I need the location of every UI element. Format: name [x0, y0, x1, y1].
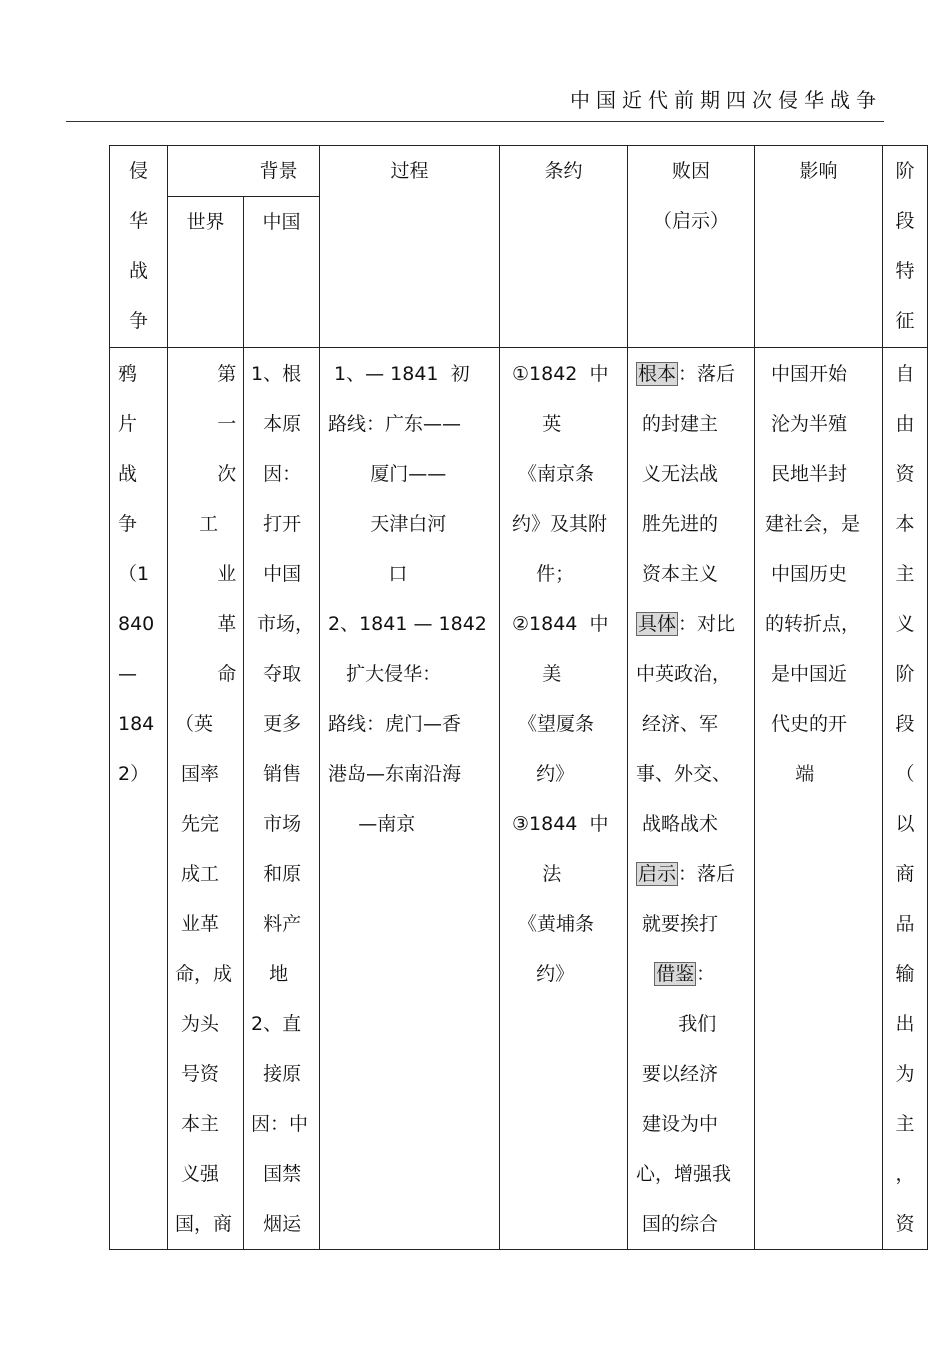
- defeat-line: ：落后: [678, 363, 736, 385]
- header-stage-cell: [883, 146, 928, 348]
- header-world: 世界: [186, 211, 225, 233]
- defeat-line: 义无法战: [636, 463, 719, 485]
- row-war: 鸦 片 战 争 （1 840 — 184 2）: [118, 363, 155, 785]
- defeat-line: 胜先进的: [636, 513, 719, 535]
- defeat-line: 就要挨打: [636, 913, 719, 935]
- row-world: 第 一 次 工 业 革 命 （英 国率 先完 成工 业革 命，成 为头 号资 本主 义强 国，商: [175, 363, 237, 1235]
- header-treaty-cell: [500, 146, 628, 348]
- defeat-line: ：落后: [678, 863, 736, 885]
- defeat-line: 建设为中: [636, 1113, 719, 1135]
- page-title: 中国近代前期四次侵华战争: [570, 88, 882, 112]
- header-influence-cell: [755, 146, 883, 348]
- defeat-line: 中英政治，: [636, 663, 732, 685]
- defeat-line: 战略战术: [636, 813, 719, 835]
- defeat-tag-reference: 借鉴: [656, 963, 695, 985]
- row-influence: 中国开始 沦为半殖 民地半封 建社会，是 中国历史 的转折点， 是中国近 代史的开 端: [765, 363, 861, 785]
- defeat-line: 我们: [636, 1013, 717, 1035]
- header-defeat-cell: [628, 146, 755, 348]
- row-treaty: ①1842 中 英 《南京条 约》及其附 件； ②1844 中 美 《望厦条 约》 ③1844 中 法 《黄埔条 约》: [512, 363, 609, 985]
- defeat-line: 的封建主: [636, 413, 719, 435]
- row-china-cell: [244, 348, 320, 1250]
- row-china: 1、根 本原 因： 打开 中国 市场， 夺取 更多 销售 市场 和原 料产 地 2、直 接原 因：中 国禁 烟运: [251, 363, 315, 1235]
- row-treaty-cell: [500, 348, 628, 1250]
- header-war: 侵 华 战 争: [128, 160, 148, 332]
- row-stage-cell: [883, 348, 928, 1250]
- header-defeat-line2: （启示）: [652, 210, 729, 232]
- row-defeat: [628, 348, 754, 1249]
- header-influence: 影响: [799, 160, 838, 182]
- defeat-line: ：对比: [678, 613, 736, 635]
- defeat-line: 事、外交、: [636, 763, 732, 785]
- row-process: 1、— 1841 初 路线：广东—— 厦门—— 天津白河 口 2、1841 — 1842 扩大侵华： 路线：虎门—香 港岛—东南沿海 —南京: [328, 363, 487, 835]
- header-treaty: 条约: [544, 160, 583, 182]
- defeat-line: 国的综合: [636, 1213, 719, 1235]
- header-world-cell: [168, 197, 244, 348]
- defeat-line: 资本主义: [636, 563, 719, 585]
- header-process-cell: [320, 146, 500, 348]
- row-world-cell: [168, 348, 244, 1250]
- header-divider: [66, 121, 884, 122]
- row-influence-cell: [755, 348, 883, 1250]
- defeat-line: 要以经济: [636, 1063, 719, 1085]
- defeat-tag-lesson: 启示: [638, 863, 677, 885]
- defeat-line: 经济、军: [636, 713, 719, 735]
- row-war-cell: [110, 348, 168, 1250]
- header-war-cell: [110, 146, 168, 348]
- defeat-line: 心，增强我: [636, 1163, 732, 1185]
- header-defeat-line1: 败因: [671, 160, 710, 182]
- defeat-line: ：: [696, 963, 716, 985]
- header-china: 中国: [262, 211, 301, 233]
- header-china-cell: [244, 197, 320, 348]
- row-stage: 自 由 资 本 主 义 阶 段 （ 以 商 品 输 出 为 主 ， 资: [895, 363, 915, 1235]
- defeat-tag-root: 根本: [638, 363, 677, 385]
- war-summary-table: [109, 145, 928, 1250]
- header-process: 过程: [390, 160, 429, 182]
- header-background-cell: [168, 146, 320, 197]
- defeat-tag-specific: 具体: [638, 613, 677, 635]
- row-process-cell: [320, 348, 500, 1250]
- header-stage: 阶 段 特 征: [895, 160, 915, 332]
- header-background: 背景: [259, 160, 298, 182]
- row-defeat-cell: [628, 348, 755, 1250]
